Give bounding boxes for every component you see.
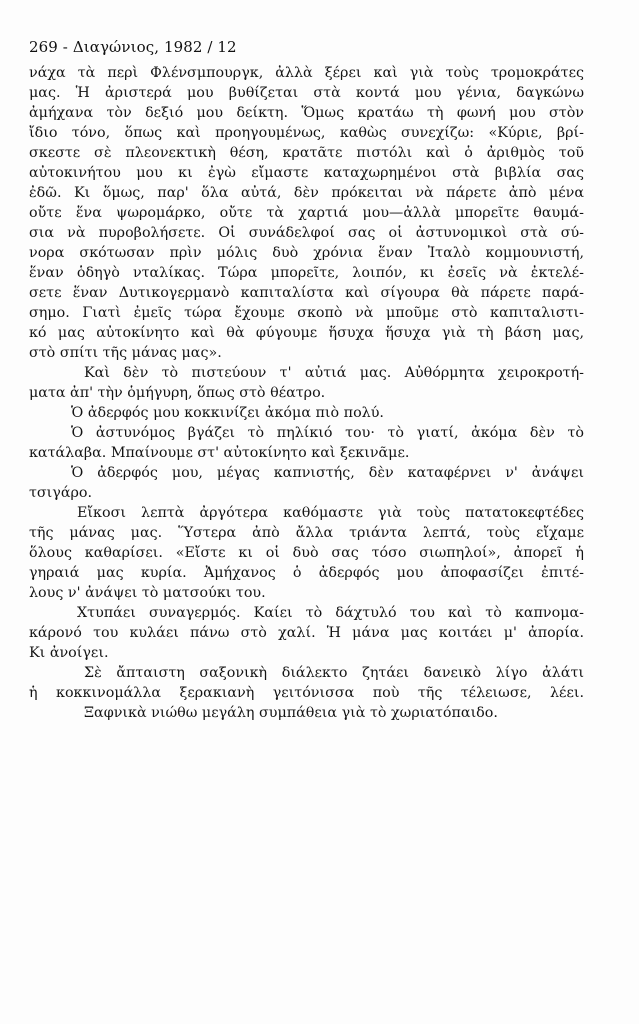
text-line: νορα σκότωσαν πρὶν μόλις δυὸ χρόνια ἕναν Ἰταλὸ κομμουνιστή, [29, 245, 584, 261]
text-line: κό μας αὐτοκίνητο καὶ θὰ φύγουμε ἥσυχα ἥσυχα γιὰ τὴ βάση μας, [29, 325, 584, 341]
text-line: Κι ἀνοίγει. [29, 645, 109, 661]
text-line: ἀμήχανα τὸν δεξιό μου δείκτη. Ὅμως κρατάω τὴ φωνή μου στὸν [29, 105, 584, 121]
text-line: αὐτοκινήτου μου κι ἐγὼ εἴμαστε καταχωρημένοι στὰ βιβλία σας [29, 165, 584, 181]
text-line: σημο. Γιατὶ ἐμεῖς τώρα ἔχουμε σκοπὸ νὰ μποῦμε στὸ καπιταλιστι- [29, 305, 584, 321]
text-line: κάρονό του κυλάει πάνω στὸ χαλί. Ἡ μάνα μας κοιτάει μ' ἀπορία. [29, 625, 584, 641]
text-line: στὸ σπίτι τῆς μάνας μας». [29, 345, 222, 361]
text-line: τῆς μάνας μας. Ὕστερα ἀπὸ ἄλλα τριάντα λεπτά, τοὺς εἴχαμε [29, 525, 584, 541]
text-line: σια νὰ πυροβολήσετε. Οἱ συνάδελφοί σας οἱ ἀστυνομικοὶ στὰ σύ- [29, 225, 584, 241]
text-line: Χτυπάει συναγερμός. Καίει τὸ δάχτυλό του καὶ τὸ καπνομα- [77, 605, 584, 621]
text-line: Καὶ δὲν τὸ πιστεύουν τ' αὐτιά μας. Αὐθόρμητα χειροκροτή- [84, 365, 584, 381]
text-line: Ὁ ἀδερφός μου, μέγας καπνιστής, δὲν καταφέρνει ν' ἀνάψει [71, 465, 584, 481]
text-line: τσιγάρο. [29, 485, 93, 501]
text-line: ἕναν ὁδηγὸ νταλίκας. Τώρα μπορεῖτε, λοιπόν, κι ἐσεῖς νὰ ἐκτελέ- [29, 265, 584, 281]
text-line: γηραιά μας κυρία. Ἀμήχανος ὁ ἀδερφός μου ἀποφασίζει ἐπιτέ- [29, 565, 584, 581]
text-line: Σὲ ἄπταιστη σαξονικὴ διάλεκτο ζητάει δανεικὸ λίγο ἀλάτι [84, 665, 584, 681]
text-line: οὔτε ἕνα ψωρομάρκο, οὔτε τὰ χαρτιά μου—ἀλλὰ μπορεῖτε θαυμά- [29, 205, 584, 221]
text-line: Ὁ ἀδερφός μου κοκκινίζει ἀκόμα πιὸ πολύ. [71, 405, 384, 421]
text-line: Ξαφνικὰ νιώθω μεγάλη συμπάθεια γιὰ τὸ χωριατόπαιδο. [84, 705, 498, 721]
text-line: μας. Ἡ ἀριστερά μου βυθίζεται στὰ κοντά μου γένια, δαγκώνω [29, 85, 584, 101]
text-line: σκεστε σὲ πλεονεκτικὴ θέση, κρατᾶτε πιστόλι καὶ ὁ ἀριθμὸς τοῦ [29, 145, 584, 161]
text-line: Εἴκοσι λεπτὰ ἀργότερα καθόμαστε γιὰ τοὺς πατατοκεφτέδες [77, 505, 584, 521]
text-line: ἐδῶ. Κι ὅμως, παρ' ὅλα αὐτά, δὲν πρόκειται νὰ πάρετε ἀπὸ μένα [29, 185, 584, 201]
body-text [29, 63, 584, 723]
text-line: ἡ κοκκινομάλλα ξερακιανὴ γειτόνισσα ποὺ τῆς τέλειωσε, λέει. [29, 685, 584, 701]
text-line: νάχα τὰ περὶ Φλένσμπουργκ, ἀλλὰ ξέρει καὶ γιὰ τοὺς τρομοκράτες [29, 65, 584, 81]
running-head: 269 - Διαγώνιος, 1982 / 12 [29, 38, 237, 56]
text-line: Ὁ ἀστυνόμος βγάζει τὸ πηλίκιό του· τὸ γιατί, ἀκόμα δὲν τὸ [71, 425, 584, 441]
text-line: ὅλους καθαρίσει. «Εἴστε κι οἱ δυὸ σας τόσο σιωπηλοί», ἀπορεῖ ἡ [29, 545, 584, 561]
text-line: ἴδιο τόνο, ὅπως καὶ προηγουμένως, καθὼς συνεχίζω: «Κύριε, βρί- [29, 125, 584, 141]
text-line: σετε ἕναν Δυτικογερμανὸ καπιταλίστα καὶ σίγουρα θὰ πάρετε παρά- [29, 285, 584, 301]
text-line: ματα ἀπ' τὴν ὁμήγυρη, ὅπως στὸ θέατρο. [29, 385, 326, 401]
text-line: λους ν' ἀνάψει τὸ ματσούκι του. [29, 585, 266, 601]
text-line: κατάλαβα. Μπαίνουμε στ' αὐτοκίνητο καὶ ξεκινᾶμε. [29, 445, 410, 461]
